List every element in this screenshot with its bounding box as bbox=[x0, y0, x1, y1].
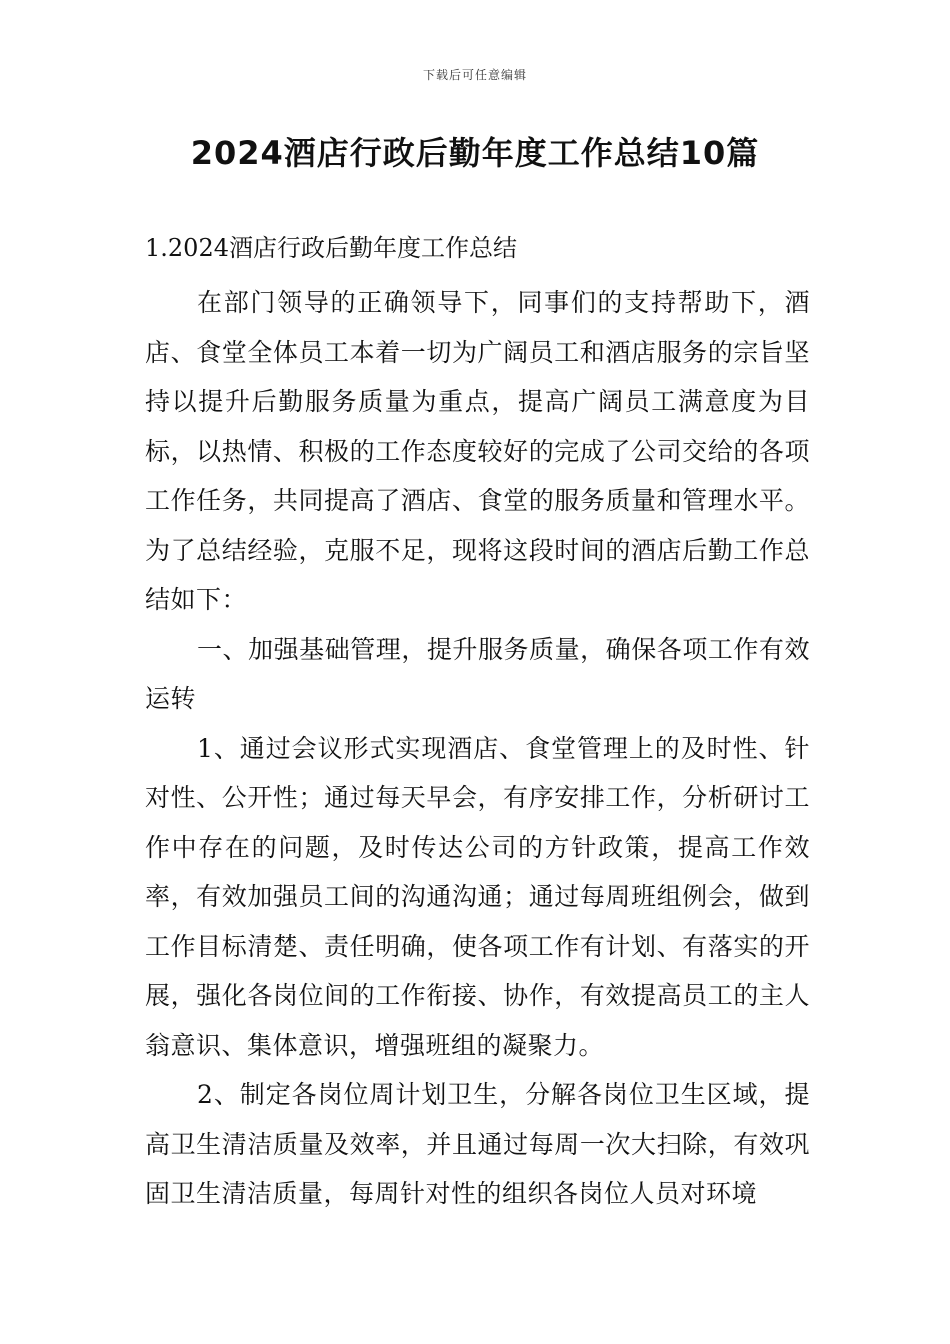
document-body bbox=[145, 228, 810, 1219]
section-heading: 1.2024酒店行政后勤年度工作总结 bbox=[145, 234, 517, 262]
header-note: 下载后可任意编辑 bbox=[422, 68, 527, 82]
paragraph-intro: 在部门领导的正确领导下，同事们的支持帮助下，酒店、食堂全体员工本着一切为广阔员工和酒店服务的宗旨坚持以提升后勤服务质量为重点，提高广阔员工满意度为目标，以热情、积极的工作态度较好的完成了公司交给的各项工作任务，共同提高了酒店、食堂的服务质量和管理水平。为了总结经验，克服不足，现将这段时间的酒店后勤工作总结如下： bbox=[145, 288, 810, 614]
paragraph-heading-one: 一、加强基础管理，提升服务质量，确保各项工作有效运转 bbox=[145, 634, 810, 713]
document-title: 2024酒店行政后勤年度工作总结10篇 bbox=[190, 134, 760, 172]
paragraph-item-two: 2、制定各岗位周计划卫生，分解各岗位卫生区域，提高卫生清洁质量及效率，并且通过每周一次大扫除，有效巩固卫生清洁质量，每周针对性的组织各岗位人员对环境 bbox=[145, 1080, 810, 1208]
paragraph-item-one: 1、通过会议形式实现酒店、食堂管理上的及时性、针对性、公开性；通过每天早会，有序安排工作，分析研讨工作中存在的问题，及时传达公司的方针政策，提高工作效率，有效加强员工间的沟通沟通；通过每周班组例会，做到工作目标清楚、责任明确，使各项工作有计划、有落实的开展，强化各岗位间的工作衔接、协作，有效提高员工的主人翁意识、集体意识，增强班组的凝聚力。 bbox=[145, 733, 810, 1060]
